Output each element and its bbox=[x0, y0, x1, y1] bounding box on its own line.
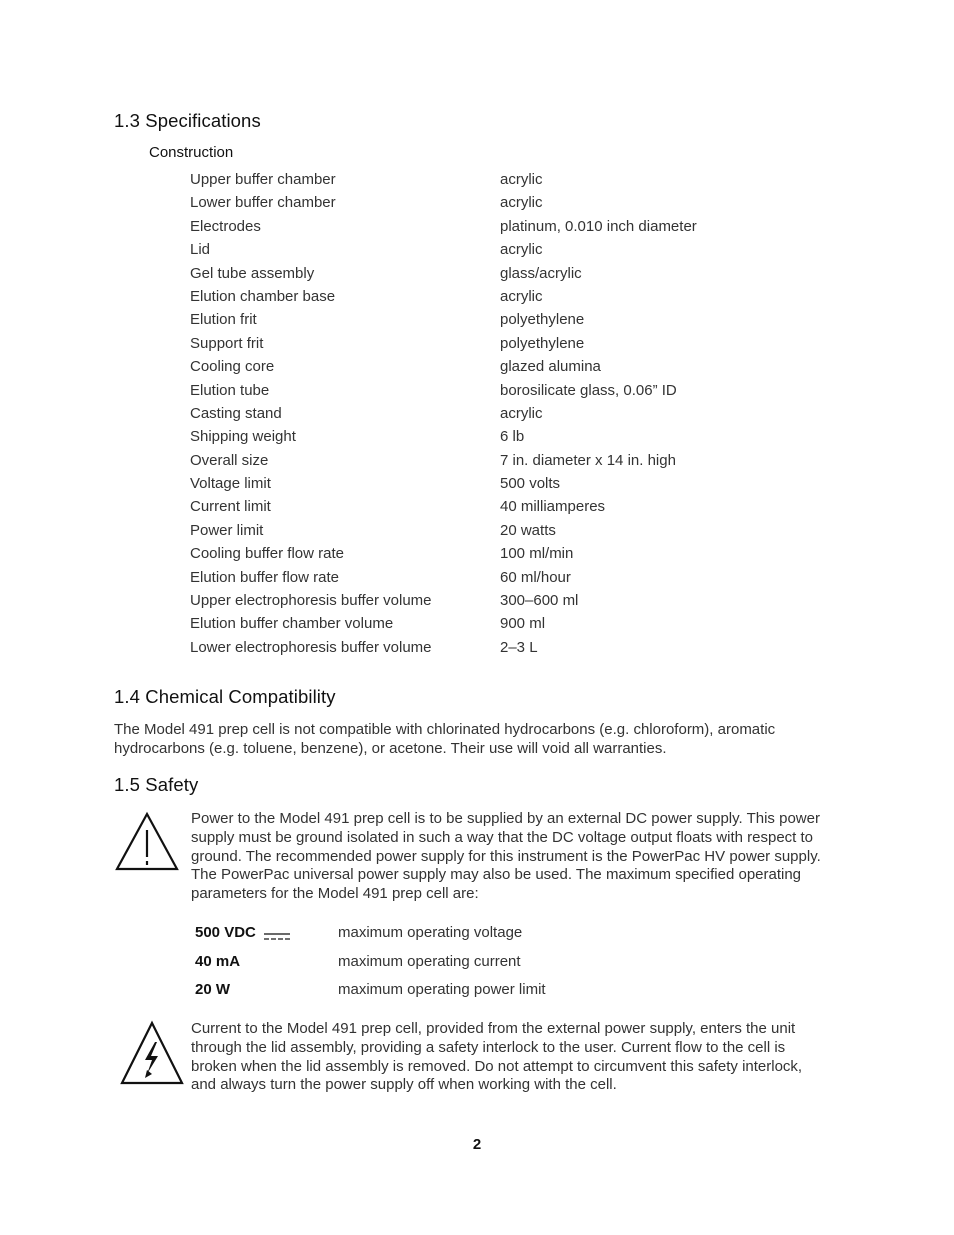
spec-value: 20 watts bbox=[500, 521, 556, 539]
spec-value: 40 milliamperes bbox=[500, 498, 606, 516]
spec-value: 500 volts bbox=[500, 475, 561, 493]
spec-label: Elution buffer flow rate bbox=[190, 568, 339, 586]
spec-value: glazed alumina bbox=[500, 358, 601, 376]
construction-subheading: Construction bbox=[149, 144, 234, 161]
operating-param-value bbox=[195, 951, 240, 973]
spec-value: acrylic bbox=[500, 287, 543, 305]
page-number: 2 bbox=[472, 1136, 482, 1153]
spec-row bbox=[190, 332, 790, 355]
spec-label: Elution buffer chamber volume bbox=[190, 615, 394, 633]
operating-param-value-text: 500 VDC bbox=[195, 924, 256, 941]
operating-param-value bbox=[195, 922, 290, 944]
spec-label: Lower electrophoresis buffer volume bbox=[190, 638, 432, 656]
spec-value: platinum, 0.010 inch diameter bbox=[500, 217, 697, 235]
spec-label: Elution frit bbox=[190, 311, 257, 329]
spec-row bbox=[190, 612, 790, 635]
spec-row bbox=[190, 285, 790, 308]
spec-row bbox=[190, 262, 790, 285]
spec-row bbox=[190, 589, 790, 612]
spec-row bbox=[190, 519, 790, 542]
operating-param-value-text: 40 mA bbox=[195, 952, 241, 970]
operating-param-description: maximum operating voltage bbox=[338, 924, 523, 941]
spec-value: acrylic bbox=[500, 404, 543, 422]
spec-label: Support frit bbox=[190, 334, 264, 352]
dc-current-icon bbox=[264, 927, 290, 937]
spec-label: Shipping weight bbox=[190, 428, 296, 446]
spec-label: Casting stand bbox=[190, 404, 282, 422]
spec-value: 300–600 ml bbox=[500, 592, 579, 610]
electrical-hazard-icon bbox=[119, 1020, 185, 1086]
spec-row bbox=[190, 215, 790, 238]
spec-value: 60 ml/hour bbox=[500, 568, 571, 586]
spec-row bbox=[190, 308, 790, 331]
spec-label: Elution chamber base bbox=[190, 287, 336, 305]
spec-label: Current limit bbox=[190, 498, 271, 516]
spec-row bbox=[190, 566, 790, 589]
specifications-heading: 1.3 Specifications bbox=[114, 110, 261, 131]
operating-param-row bbox=[195, 951, 695, 980]
operating-param-row bbox=[195, 922, 695, 951]
spec-value: 900 ml bbox=[500, 615, 546, 633]
spec-row bbox=[190, 495, 790, 518]
operating-param-description: maximum operating current bbox=[338, 952, 521, 970]
safety-power-text: Power to the Model 491 prep cell is to be supplied by an external DC power supply. This power supply must be ground isolated in such a way that the DC voltage output floats with respect to ground. The recommended power supply for this instrument is the PowerPac HV power supply. The PowerPac universal power supply may also be used. The maximum specified operating parameters for the Model 491 prep cell are: bbox=[191, 810, 821, 903]
spec-value: 2–3 L bbox=[500, 638, 538, 656]
caution-triangle-icon bbox=[114, 810, 180, 872]
spec-label: Gel tube assembly bbox=[190, 264, 315, 282]
spec-value: borosilicate glass, 0.06” ID bbox=[500, 381, 677, 399]
spec-value: acrylic bbox=[500, 171, 543, 188]
spec-label: Electrodes bbox=[190, 217, 261, 235]
spec-label: Overall size bbox=[190, 451, 269, 469]
operating-parameters-table bbox=[195, 922, 695, 1008]
spec-row bbox=[190, 168, 790, 191]
spec-value: polyethylene bbox=[500, 334, 585, 352]
operating-param-row bbox=[195, 979, 695, 1008]
spec-row bbox=[190, 238, 790, 261]
spec-row bbox=[190, 449, 790, 472]
spec-row bbox=[190, 355, 790, 378]
operating-param-description: maximum operating power limit bbox=[338, 981, 546, 999]
operating-param-value-text: 20 W bbox=[195, 981, 231, 999]
spec-label: Cooling core bbox=[190, 358, 275, 376]
operating-param-value bbox=[195, 979, 230, 1001]
safety-heading: 1.5 Safety bbox=[114, 774, 199, 795]
safety-current-text: Current to the Model 491 prep cell, provided from the external power supply, enters the unit through the lid assembly, providing a safety interlock to the user. Current flow to the cell is broken when the lid assembly is removed. Do not attempt to circumvent this safety interlock, and always turn the power supply off when working with the cell. bbox=[191, 1020, 803, 1094]
spec-row bbox=[190, 402, 790, 425]
spec-row bbox=[190, 542, 790, 565]
spec-row bbox=[190, 425, 790, 448]
spec-label: Lid bbox=[190, 241, 211, 259]
spec-value: acrylic bbox=[500, 241, 543, 259]
spec-value: 7 in. diameter x 14 in. high bbox=[500, 451, 676, 469]
spec-label: Elution tube bbox=[190, 381, 270, 399]
spec-label: Cooling buffer flow rate bbox=[190, 545, 344, 563]
spec-value: acrylic bbox=[500, 194, 543, 212]
spec-value: polyethylene bbox=[500, 311, 585, 329]
spec-row bbox=[190, 472, 790, 495]
spec-row bbox=[190, 191, 790, 214]
spec-label: Upper buffer chamber bbox=[190, 171, 336, 188]
spec-label: Upper electrophoresis buffer volume bbox=[190, 592, 432, 610]
specifications-table bbox=[190, 168, 790, 659]
spec-value: 6 lb bbox=[500, 428, 525, 446]
spec-row bbox=[190, 636, 790, 659]
spec-row bbox=[190, 379, 790, 402]
chemical-compatibility-text: The Model 491 prep cell is not compatible with chlorinated hydrocarbons (e.g. chloroform), aromatic hydrocarbons (e.g. toluene, benzene), or acetone. Their use will void all warranties. bbox=[114, 721, 776, 757]
spec-label: Voltage limit bbox=[190, 475, 271, 493]
spec-label: Power limit bbox=[190, 521, 264, 539]
spec-label: Lower buffer chamber bbox=[190, 194, 336, 212]
chemical-compatibility-heading: 1.4 Chemical Compatibility bbox=[114, 686, 336, 707]
spec-value: 100 ml/min bbox=[500, 545, 574, 563]
spec-value: glass/acrylic bbox=[500, 264, 582, 282]
